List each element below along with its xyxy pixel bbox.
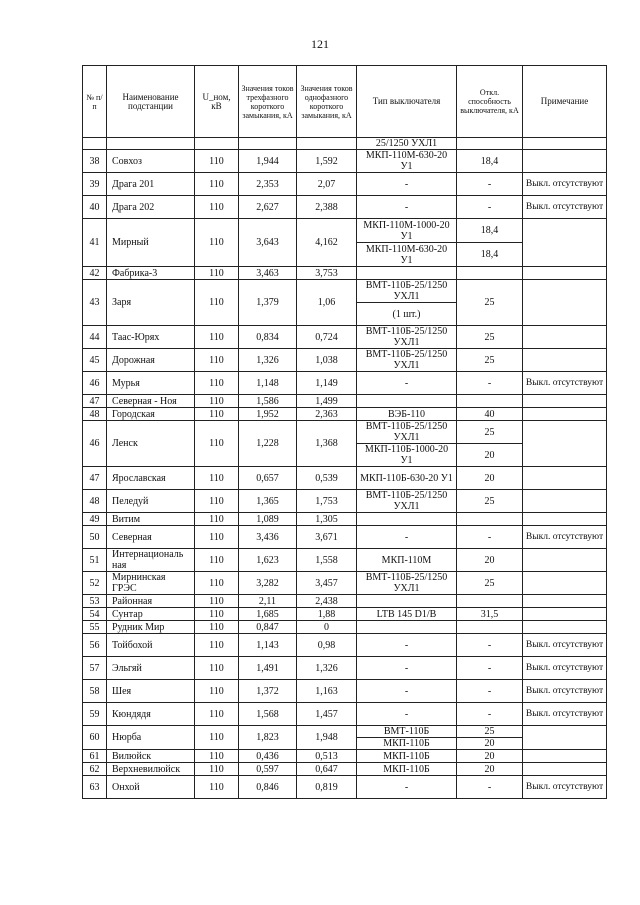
table-row <box>83 634 607 657</box>
breaking-capacity: 31,5 <box>457 608 523 621</box>
voltage: 110 <box>195 280 239 326</box>
voltage: 110 <box>195 408 239 421</box>
note <box>523 267 607 280</box>
current-3ph: 1,491 <box>239 657 297 680</box>
row-num: 61 <box>83 750 107 763</box>
current-3ph: 1,326 <box>239 349 297 372</box>
voltage <box>195 138 239 150</box>
row-num: 48 <box>83 490 107 513</box>
table-row <box>83 173 607 196</box>
header-row <box>83 66 607 138</box>
note <box>523 763 607 776</box>
current-1ph: 0,724 <box>297 326 357 349</box>
current-1ph: 2,438 <box>297 595 357 608</box>
note <box>523 349 607 372</box>
current-1ph: 3,753 <box>297 267 357 280</box>
breaker-type: МКП-110М-1000-20 У1 <box>357 219 457 243</box>
breaker-type: - <box>357 196 457 219</box>
table-row <box>83 326 607 349</box>
breaking-capacity <box>457 595 523 608</box>
breaker-type: ВМТ-110Б-25/1250 УХЛ1 <box>357 349 457 372</box>
note <box>523 750 607 763</box>
substation-name: Совхоз <box>107 150 195 173</box>
breaker-type: - <box>357 680 457 703</box>
current-3ph: 1,568 <box>239 703 297 726</box>
substation-name: Северная <box>107 526 195 549</box>
current-1ph: 1,326 <box>297 657 357 680</box>
voltage: 110 <box>195 634 239 657</box>
current-3ph: 0,847 <box>239 621 297 634</box>
table-row <box>83 138 607 150</box>
voltage: 110 <box>195 595 239 608</box>
current-3ph: 2,627 <box>239 196 297 219</box>
substation-table <box>82 65 607 799</box>
current-1ph: 1,149 <box>297 372 357 395</box>
substation-name: Драга 202 <box>107 196 195 219</box>
current-3ph: 0,657 <box>239 467 297 490</box>
breaking-capacity: 20 <box>457 467 523 490</box>
row-num: 55 <box>83 621 107 634</box>
voltage: 110 <box>195 572 239 595</box>
voltage: 110 <box>195 750 239 763</box>
current-3ph: 2,11 <box>239 595 297 608</box>
substation-name: Ленск <box>107 421 195 467</box>
current-1ph: 2,363 <box>297 408 357 421</box>
current-3ph: 1,143 <box>239 634 297 657</box>
voltage: 110 <box>195 703 239 726</box>
note <box>523 138 607 150</box>
breaking-capacity: - <box>457 634 523 657</box>
breaker-type: ВМТ-110Б <box>357 726 457 738</box>
breaking-capacity: 25 <box>457 326 523 349</box>
row-num: 45 <box>83 349 107 372</box>
row-num: 51 <box>83 549 107 572</box>
note <box>523 549 607 572</box>
current-3ph: 1,372 <box>239 680 297 703</box>
table-row <box>83 280 607 303</box>
current-1ph: 2,07 <box>297 173 357 196</box>
note <box>523 408 607 421</box>
breaking-capacity: 25 <box>457 280 523 326</box>
voltage: 110 <box>195 372 239 395</box>
table-row <box>83 513 607 526</box>
substation-name: Заря <box>107 280 195 326</box>
table-row <box>83 572 607 595</box>
row-num: 40 <box>83 196 107 219</box>
breaker-type: - <box>357 372 457 395</box>
breaker-type: (1 шт.) <box>357 303 457 326</box>
voltage: 110 <box>195 395 239 408</box>
row-num: 39 <box>83 173 107 196</box>
current-3ph: 1,685 <box>239 608 297 621</box>
breaking-capacity: - <box>457 372 523 395</box>
breaker-type: - <box>357 703 457 726</box>
current-3ph: 2,353 <box>239 173 297 196</box>
row-num: 63 <box>83 776 107 799</box>
breaking-capacity <box>457 621 523 634</box>
substation-name: Кюндядя <box>107 703 195 726</box>
current-3ph: 3,463 <box>239 267 297 280</box>
substation-name <box>107 138 195 150</box>
current-3ph: 1,586 <box>239 395 297 408</box>
current-3ph: 1,089 <box>239 513 297 526</box>
table-row <box>83 150 607 173</box>
table-body <box>83 138 607 799</box>
substation-name: Интернациональ ная <box>107 549 195 572</box>
substation-name: Дорожная <box>107 349 195 372</box>
note <box>523 595 607 608</box>
substation-name: Витим <box>107 513 195 526</box>
breaking-capacity: 18,4 <box>457 243 523 267</box>
row-num: 42 <box>83 267 107 280</box>
breaking-capacity: 25 <box>457 490 523 513</box>
current-3ph: 1,623 <box>239 549 297 572</box>
substation-name: Таас-Юрях <box>107 326 195 349</box>
voltage: 110 <box>195 421 239 467</box>
breaking-capacity: 20 <box>457 738 523 750</box>
note: Выкл. отсутствуют <box>523 196 607 219</box>
breaker-type: МКП-110Б-630-20 У1 <box>357 467 457 490</box>
note: Выкл. отсутствуют <box>523 173 607 196</box>
table-row <box>83 657 607 680</box>
note <box>523 467 607 490</box>
table-row <box>83 267 607 280</box>
note <box>523 621 607 634</box>
note <box>523 219 607 267</box>
note <box>523 150 607 173</box>
note <box>523 572 607 595</box>
breaker-type: МКП-110Б-1000-20 У1 <box>357 444 457 467</box>
note <box>523 421 607 467</box>
row-num: 57 <box>83 657 107 680</box>
current-1ph: 3,671 <box>297 526 357 549</box>
current-1ph: 0 <box>297 621 357 634</box>
header-capacity: Откл. способность выключателя, кА <box>457 66 523 138</box>
breaker-type: ВМТ-110Б-25/1250 УХЛ1 <box>357 572 457 595</box>
current-3ph: 1,823 <box>239 726 297 750</box>
breaker-type <box>357 621 457 634</box>
voltage: 110 <box>195 490 239 513</box>
breaking-capacity: - <box>457 526 523 549</box>
row-num: 59 <box>83 703 107 726</box>
table-row <box>83 526 607 549</box>
header-i3: Значения токов трехфазного короткого замыкания, кА <box>239 66 297 138</box>
current-1ph: 2,388 <box>297 196 357 219</box>
row-num: 46 <box>83 421 107 467</box>
breaker-type: ВЭБ-110 <box>357 408 457 421</box>
current-1ph: 1,88 <box>297 608 357 621</box>
note <box>523 280 607 326</box>
breaking-capacity: 20 <box>457 549 523 572</box>
substation-name: Вилюйск <box>107 750 195 763</box>
header-note: Примечание <box>523 66 607 138</box>
row-num: 38 <box>83 150 107 173</box>
current-1ph: 1,948 <box>297 726 357 750</box>
breaker-type <box>357 267 457 280</box>
current-3ph: 1,944 <box>239 150 297 173</box>
breaking-capacity: - <box>457 657 523 680</box>
substation-name: Онхой <box>107 776 195 799</box>
page-number: 121 <box>311 37 329 51</box>
breaking-capacity: 20 <box>457 763 523 776</box>
row-num: 47 <box>83 467 107 490</box>
substation-name: Верхневилюйск <box>107 763 195 776</box>
substation-name: Тойбохой <box>107 634 195 657</box>
voltage: 110 <box>195 267 239 280</box>
breaker-type: МКП-110Б <box>357 738 457 750</box>
current-3ph: 0,846 <box>239 776 297 799</box>
voltage: 110 <box>195 657 239 680</box>
row-num: 44 <box>83 326 107 349</box>
substation-name: Городская <box>107 408 195 421</box>
breaking-capacity: 25 <box>457 421 523 444</box>
current-3ph: 0,597 <box>239 763 297 776</box>
table-row <box>83 196 607 219</box>
note <box>523 326 607 349</box>
breaking-capacity: 25 <box>457 572 523 595</box>
table-row <box>83 750 607 763</box>
current-3ph: 1,365 <box>239 490 297 513</box>
breaking-capacity: - <box>457 196 523 219</box>
note: Выкл. отсутствуют <box>523 680 607 703</box>
row-num: 50 <box>83 526 107 549</box>
breaker-type: - <box>357 526 457 549</box>
breaker-type: 25/1250 УХЛ1 <box>357 138 457 150</box>
breaker-type: ВМТ-110Б-25/1250 УХЛ1 <box>357 326 457 349</box>
breaker-type <box>357 595 457 608</box>
breaking-capacity: 18,4 <box>457 150 523 173</box>
current-3ph: 3,643 <box>239 219 297 267</box>
substation-name: Эльгяй <box>107 657 195 680</box>
breaker-type: МКП-110Б <box>357 763 457 776</box>
current-1ph: 0,819 <box>297 776 357 799</box>
voltage: 110 <box>195 196 239 219</box>
row-num: 58 <box>83 680 107 703</box>
note <box>523 608 607 621</box>
note: Выкл. отсутствуют <box>523 657 607 680</box>
substation-name: Мирный <box>107 219 195 267</box>
breaking-capacity <box>457 138 523 150</box>
voltage: 110 <box>195 349 239 372</box>
breaking-capacity: 20 <box>457 750 523 763</box>
table-row <box>83 776 607 799</box>
current-1ph: 1,457 <box>297 703 357 726</box>
breaker-type: LTB 145 D1/B <box>357 608 457 621</box>
current-1ph: 4,162 <box>297 219 357 267</box>
voltage: 110 <box>195 549 239 572</box>
note: Выкл. отсутствуют <box>523 526 607 549</box>
voltage: 110 <box>195 219 239 267</box>
current-1ph: 1,038 <box>297 349 357 372</box>
current-1ph: 3,457 <box>297 572 357 595</box>
substation-name: Районная <box>107 595 195 608</box>
breaking-capacity <box>457 513 523 526</box>
note <box>523 726 607 750</box>
breaker-type: - <box>357 173 457 196</box>
voltage: 110 <box>195 763 239 776</box>
table-row <box>83 219 607 243</box>
voltage: 110 <box>195 326 239 349</box>
breaking-capacity: - <box>457 776 523 799</box>
voltage: 110 <box>195 776 239 799</box>
row-num: 47 <box>83 395 107 408</box>
current-1ph: 0,647 <box>297 763 357 776</box>
voltage: 110 <box>195 513 239 526</box>
row-num: 41 <box>83 219 107 267</box>
current-3ph: 3,282 <box>239 572 297 595</box>
breaking-capacity: 25 <box>457 726 523 738</box>
current-3ph <box>239 138 297 150</box>
breaker-type: - <box>357 657 457 680</box>
voltage: 110 <box>195 608 239 621</box>
current-1ph: 1,753 <box>297 490 357 513</box>
note: Выкл. отсутствуют <box>523 703 607 726</box>
breaking-capacity: 18,4 <box>457 219 523 243</box>
row-num: 49 <box>83 513 107 526</box>
substation-name: Мурья <box>107 372 195 395</box>
breaker-type: ВМТ-110Б-25/1250 УХЛ1 <box>357 421 457 444</box>
table-row <box>83 608 607 621</box>
current-1ph <box>297 138 357 150</box>
breaking-capacity <box>457 395 523 408</box>
substation-name: Сунтар <box>107 608 195 621</box>
breaker-type: ВМТ-110Б-25/1250 УХЛ1 <box>357 490 457 513</box>
voltage: 110 <box>195 150 239 173</box>
table-row <box>83 408 607 421</box>
breaker-type: ВМТ-110Б-25/1250 УХЛ1 <box>357 280 457 303</box>
note: Выкл. отсутствуют <box>523 634 607 657</box>
breaker-type <box>357 395 457 408</box>
row-num: 46 <box>83 372 107 395</box>
current-3ph: 3,436 <box>239 526 297 549</box>
table-row <box>83 467 607 490</box>
table-row <box>83 621 607 634</box>
substation-name: Рудник Мир <box>107 621 195 634</box>
breaking-capacity: 25 <box>457 349 523 372</box>
current-3ph: 1,379 <box>239 280 297 326</box>
current-3ph: 0,834 <box>239 326 297 349</box>
current-3ph: 0,436 <box>239 750 297 763</box>
header-i1: Значения токов однофазного короткого замыкания, кА <box>297 66 357 138</box>
current-1ph: 1,592 <box>297 150 357 173</box>
table-row <box>83 680 607 703</box>
breaking-capacity: 40 <box>457 408 523 421</box>
note <box>523 490 607 513</box>
substation-name: Драга 201 <box>107 173 195 196</box>
note: Выкл. отсутствуют <box>523 372 607 395</box>
row-num: 43 <box>83 280 107 326</box>
current-1ph: 0,513 <box>297 750 357 763</box>
breaker-type: - <box>357 776 457 799</box>
table-row <box>83 349 607 372</box>
table-row <box>83 703 607 726</box>
voltage: 110 <box>195 621 239 634</box>
note <box>523 513 607 526</box>
voltage: 110 <box>195 726 239 750</box>
current-1ph: 0,98 <box>297 634 357 657</box>
substation-name: Северная - Ноя <box>107 395 195 408</box>
current-1ph: 1,163 <box>297 680 357 703</box>
breaker-type: МКП-110М <box>357 549 457 572</box>
row-num: 56 <box>83 634 107 657</box>
header-name: Наименование подстанции <box>107 66 195 138</box>
breaker-type: МКП-110М-630-20 У1 <box>357 150 457 173</box>
table-row <box>83 726 607 738</box>
breaker-type: - <box>357 634 457 657</box>
current-1ph: 1,368 <box>297 421 357 467</box>
breaker-type: МКП-110М-630-20 У1 <box>357 243 457 267</box>
current-3ph: 1,148 <box>239 372 297 395</box>
current-1ph: 1,305 <box>297 513 357 526</box>
breaking-capacity: - <box>457 173 523 196</box>
current-1ph: 1,558 <box>297 549 357 572</box>
note: Выкл. отсутствуют <box>523 776 607 799</box>
current-3ph: 1,228 <box>239 421 297 467</box>
row-num: 52 <box>83 572 107 595</box>
substation-name: Пеледуй <box>107 490 195 513</box>
table-row <box>83 372 607 395</box>
breaker-type: МКП-110Б <box>357 750 457 763</box>
note <box>523 395 607 408</box>
header-breaker: Тип выключателя <box>357 66 457 138</box>
row-num: 62 <box>83 763 107 776</box>
breaking-capacity: - <box>457 703 523 726</box>
table-row <box>83 595 607 608</box>
header-num: № п/ п <box>83 66 107 138</box>
table-row <box>83 549 607 572</box>
table-row <box>83 421 607 444</box>
voltage: 110 <box>195 173 239 196</box>
breaking-capacity: - <box>457 680 523 703</box>
voltage: 110 <box>195 467 239 490</box>
breaker-type <box>357 513 457 526</box>
substation-name: Шея <box>107 680 195 703</box>
table-row <box>83 490 607 513</box>
table-row <box>83 763 607 776</box>
voltage: 110 <box>195 526 239 549</box>
current-1ph: 1,499 <box>297 395 357 408</box>
substation-name: Мирнинская ГРЭС <box>107 572 195 595</box>
current-1ph: 0,539 <box>297 467 357 490</box>
current-3ph: 1,952 <box>239 408 297 421</box>
current-1ph: 1,06 <box>297 280 357 326</box>
row-num <box>83 138 107 150</box>
voltage: 110 <box>195 680 239 703</box>
breaking-capacity: 20 <box>457 444 523 467</box>
row-num: 60 <box>83 726 107 750</box>
row-num: 48 <box>83 408 107 421</box>
substation-name: Фабрика-3 <box>107 267 195 280</box>
breaking-capacity <box>457 267 523 280</box>
substation-name: Ярославская <box>107 467 195 490</box>
row-num: 53 <box>83 595 107 608</box>
row-num: 54 <box>83 608 107 621</box>
table-row <box>83 395 607 408</box>
substation-name: Нюрба <box>107 726 195 750</box>
header-u-nom: U_ном, кВ <box>195 66 239 138</box>
